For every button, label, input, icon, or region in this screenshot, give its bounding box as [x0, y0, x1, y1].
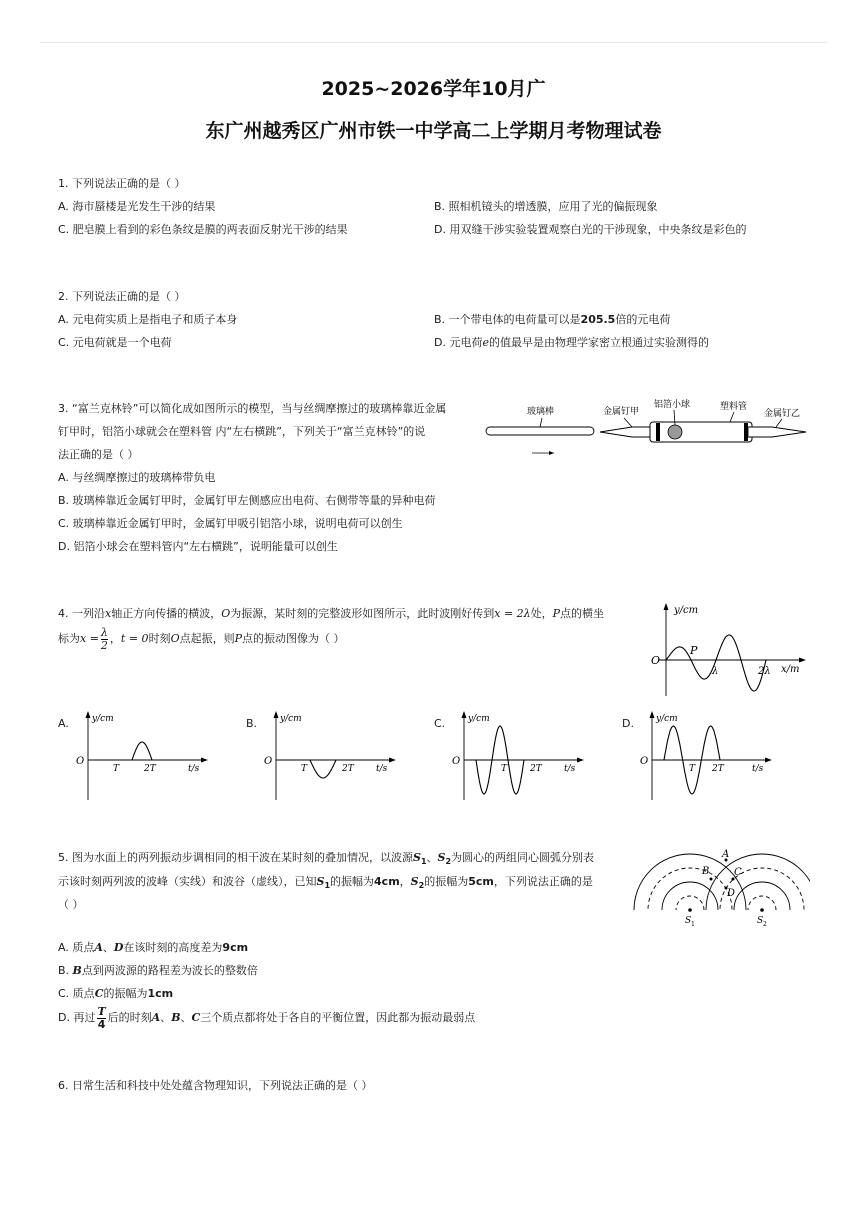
q5d-c: C — [191, 1011, 201, 1024]
q3-stem-line2: 钉甲时，铝箔小球就会在塑料管 内“左右横跳”，下列关于“富兰克林铃”的说 — [58, 425, 426, 438]
q5d-s1: 、 — [160, 1011, 172, 1024]
opt-a-ylabel: y/cm — [92, 714, 114, 724]
q5-s1-sub: 1 — [420, 857, 427, 867]
fig5-label-s1-sub: 1 — [691, 921, 695, 928]
q5-t7: 的振幅为 — [424, 875, 469, 888]
q5-t5: 的振幅为 — [330, 875, 375, 888]
wave-curve — [666, 635, 766, 691]
foil-ball — [668, 425, 682, 439]
q4-stem-line1 — [58, 606, 604, 622]
franklin-bell-figure — [482, 396, 812, 462]
q2-option-c[interactable]: C. 元电荷就是一个电荷 — [58, 336, 172, 349]
fig3-nail1-label: 金属钉甲 — [603, 407, 640, 417]
q5-amp2: 5cm — [468, 875, 494, 888]
q5-interference-figure — [630, 846, 810, 930]
q2-d-pre: D. 元电荷 — [434, 336, 483, 349]
source-s1 — [688, 908, 692, 912]
q5-s2-sub: 2 — [445, 857, 452, 867]
q5c-val: 1cm — [147, 987, 174, 1000]
q3-option-b[interactable]: B. 玻璃棒靠近金属钉甲时，金属钉甲左侧感应出电荷、右侧带等量的异种电荷 — [58, 494, 436, 507]
opt-c-tlabel: t/s — [564, 764, 576, 774]
q4-eq-x: x = 2λ — [494, 607, 531, 620]
opt-b-t: T — [301, 764, 308, 774]
q5b-pre: B. — [58, 964, 73, 977]
opt-b-curve — [310, 760, 336, 778]
q6-stem: 6. 日常生活和科技中处处蕴含物理知识，下列说法正确的是（ ） — [58, 1079, 373, 1092]
q4-frac-den: 2 — [100, 638, 108, 652]
q4-text-9: 点的振动图像为（ ） — [242, 632, 345, 645]
q4-fig-lambda: λ — [712, 666, 719, 677]
q5d-s2: 、 — [180, 1011, 192, 1024]
q3-stem-line3: 法正确的是（ ） — [58, 448, 139, 461]
q4-text-7: 时刻 — [148, 632, 171, 645]
q4-var-p-2: P — [234, 632, 242, 645]
q5-s1b: S — [316, 875, 325, 888]
q4-var-o: O — [221, 607, 231, 620]
fig3-tube-label: 塑料管 — [720, 402, 748, 412]
q5-option-b[interactable] — [58, 963, 258, 979]
opt-b-origin: O — [264, 756, 273, 767]
q4-option-a-graph[interactable] — [70, 708, 210, 803]
q4-text-5: 点的横坐 — [560, 607, 605, 620]
arrow-right-icon — [549, 451, 554, 455]
opt-d-2t: 2T — [712, 764, 724, 774]
q4-fig-origin: O — [651, 654, 661, 667]
q5a-a: A — [94, 941, 103, 954]
q4-text-1: 4. 一列沿 — [58, 607, 105, 620]
q2-option-d[interactable] — [434, 335, 709, 351]
opt-b-2t: 2T — [342, 764, 354, 774]
opt-b-tlabel: t/s — [376, 764, 388, 774]
opt-d-origin: O — [640, 756, 649, 767]
q5b-post: 点到两波源的路程差为波长的整数倍 — [81, 964, 258, 977]
q5d-fraction — [97, 1006, 105, 1031]
q5-s1b-sub: 1 — [324, 881, 331, 891]
metal-nail-a — [600, 427, 652, 437]
q4-option-b-graph[interactable] — [258, 708, 398, 803]
q5-option-a[interactable] — [58, 940, 248, 956]
q3-stem-line1: 3. “富兰克林铃”可以简化成如图所示的模型，当与丝绸摩擦过的玻璃棒靠近金属 — [58, 402, 447, 415]
glass-rod — [486, 427, 594, 435]
q5-s2b-sub: 2 — [418, 881, 425, 891]
fig3-ball-label: 铝箔小球 — [654, 400, 691, 410]
q3-option-a[interactable]: A. 与丝绸摩擦过的玻璃棒带负电 — [58, 471, 216, 484]
q5-stem-line2 — [58, 874, 593, 894]
q5c-c: C — [94, 987, 104, 1000]
fig5-label-c: C — [734, 867, 742, 878]
page-title-line2: 东广州越秀区广州市铁一中学高二上学期月考物理试卷 — [205, 120, 662, 142]
q4-option-c-label[interactable]: C. — [434, 717, 446, 730]
q5-option-c[interactable] — [58, 986, 173, 1002]
fig3-nail2-label: 金属钉乙 — [764, 409, 801, 419]
q5a-pre: A. 质点 — [58, 941, 95, 954]
q4-fig-2lambda: 2λ — [758, 666, 771, 677]
q5d-num: T — [97, 1004, 106, 1018]
q5-s2: S — [437, 851, 446, 864]
q2-b-pre: B. 一个带电体的电荷量可以是 — [434, 313, 581, 326]
q4-option-d-graph[interactable] — [634, 708, 774, 803]
q2-option-a[interactable]: A. 元电荷实质上是指电子和质子本身 — [58, 313, 238, 326]
opt-b-ylabel: y/cm — [280, 714, 302, 724]
q4-text-2: 轴正方向传播的横波， — [111, 607, 222, 620]
q4-var-o-2: O — [170, 632, 180, 645]
q4-var-p: P — [552, 607, 561, 620]
opt-d-ylabel: y/cm — [656, 714, 678, 724]
source-s2 — [760, 908, 764, 912]
q2-stem: 2. 下列说法正确的是（ ） — [58, 290, 186, 303]
q2-b-post: 倍的元电荷 — [615, 313, 671, 326]
q5-t8: ，下列说法正确的是 — [493, 875, 593, 888]
fig5-label-b: B — [702, 866, 710, 877]
opt-c-origin: O — [452, 756, 461, 767]
q5a-d: D — [113, 941, 124, 954]
q1-option-c[interactable]: C. 肥皂膜上看到的彩色条纹是膜的两表面反射光干涉的结果 — [58, 223, 348, 236]
q5-option-d[interactable] — [58, 1003, 475, 1033]
opt-c-2t: 2T — [530, 764, 542, 774]
q4-option-b-label[interactable]: B. — [246, 717, 258, 730]
q4-text-6: 标为 — [58, 632, 80, 645]
q1-option-a[interactable]: A. 海市蜃楼是光发生干涉的结果 — [58, 200, 216, 213]
q1-option-b[interactable]: B. 照相机镜头的增透膜，应用了光的偏振现象 — [434, 200, 658, 213]
opt-d-t: T — [689, 764, 696, 774]
q4-fig-ylabel: y/cm — [674, 605, 699, 616]
opt-a-origin: O — [76, 756, 85, 767]
q5-s1: S — [413, 851, 421, 864]
q5a-val: 9cm — [222, 941, 249, 954]
q5-t1: 5. 图为水面上的两列振动步调相同的相干波在某时刻的叠加情况，以波源 — [58, 851, 413, 864]
q5-s2b: S — [410, 875, 419, 888]
q5-stem-line3: （ ） — [58, 898, 84, 911]
q5d-post: 三个质点都将处于各自的平衡位置，因此都为振动最弱点 — [200, 1011, 476, 1024]
q4-text-8: 点起振，则 — [179, 632, 235, 645]
q5-t6: ， — [399, 875, 411, 888]
opt-a-t: T — [113, 764, 120, 774]
q4-eq-lhs: x = — [80, 632, 99, 645]
q5-amp1: 4cm — [374, 875, 400, 888]
q4-text-4: 处， — [530, 607, 553, 620]
q4-t0: t = 0 — [120, 632, 149, 645]
q5a-post: 在该时刻的高度差为 — [123, 941, 223, 954]
opt-c-t: T — [501, 764, 508, 774]
q5d-mid: 后的时刻 — [107, 1011, 152, 1024]
q2-d-post: 的值最早是由物理学家密立根通过实验测得的 — [488, 336, 709, 349]
q5d-b: B — [171, 1011, 181, 1024]
q2-b-num: 205.5 — [580, 313, 616, 326]
q4-fraction — [101, 627, 108, 652]
q5a-sep: 、 — [102, 941, 114, 954]
q5d-den: 4 — [97, 1017, 106, 1031]
q4-option-d-label[interactable]: D. — [622, 717, 634, 730]
opt-a-2t: 2T — [144, 764, 156, 774]
fig3-rod-label: 玻璃棒 — [527, 407, 555, 417]
q5d-pre: D. 再过 — [58, 1011, 96, 1024]
fig5-label-a: A — [722, 849, 730, 860]
q4-fig-p: P — [690, 644, 698, 657]
plastic-tube — [650, 422, 752, 442]
fig5-label-s2: S — [757, 916, 764, 926]
q4-frac-num: λ — [100, 625, 108, 639]
top-divider — [40, 42, 827, 43]
opt-a-tlabel: t/s — [188, 764, 200, 774]
q5b-b: B — [72, 964, 82, 977]
q4-var-x: x — [105, 607, 112, 620]
q5c-post: 的振幅为 — [103, 987, 148, 1000]
opt-c-ylabel: y/cm — [468, 714, 490, 724]
q2-option-b[interactable] — [434, 312, 670, 328]
q4-wave-figure — [648, 600, 810, 700]
fig5-label-s1: S — [685, 916, 692, 926]
q5c-pre: C. 质点 — [58, 987, 95, 1000]
q4-text-3: 为振源，某时刻的完整波形如图所示，此时波刚好传到 — [230, 607, 495, 620]
page-title-line1: 2025~2026学年10月广 — [321, 78, 546, 100]
q5d-a: A — [151, 1011, 161, 1024]
q3-option-c[interactable]: C. 玻璃棒靠近金属钉甲时，金属钉甲吸引铝箔小球，说明电荷可以创生 — [58, 517, 403, 530]
point-b — [710, 878, 713, 881]
opt-d-tlabel: t/s — [752, 764, 764, 774]
q5-t3: 为圆心的两组同心圆弧分别表 — [451, 851, 595, 864]
q3-option-d[interactable]: D. 铝箔小球会在塑料管内“左右横跳”，说明能量可以创生 — [58, 540, 338, 553]
q5-t4: 示该时刻两列波的波峰（实线）和波谷（虚线），已知 — [58, 875, 317, 888]
fig5-label-s2-sub: 2 — [763, 921, 767, 928]
q5-t2: 、 — [426, 851, 438, 864]
fig5-label-d: D — [727, 888, 736, 899]
q1-option-d[interactable]: D. 用双缝干涉实验装置观察白光的干涉现象，中央条纹是彩色的 — [434, 223, 747, 236]
metal-nail-b — [748, 427, 806, 437]
q5-stem-line1 — [58, 850, 594, 870]
q4-option-a-label[interactable]: A. — [58, 717, 69, 730]
q4-stem-line2: 标为x = $\frac{\lambda}{2}$ ，t = 0时刻O点起振，则P点的振动图像为（ ） — [58, 625, 345, 652]
q1-stem: 1. 下列说法正确的是（ ） — [58, 177, 186, 190]
opt-a-curve — [132, 742, 152, 760]
q2-d-sym: e — [482, 336, 489, 349]
q4-fig-xlabel: x/m — [781, 664, 800, 675]
q4-option-c-graph[interactable] — [446, 708, 586, 803]
